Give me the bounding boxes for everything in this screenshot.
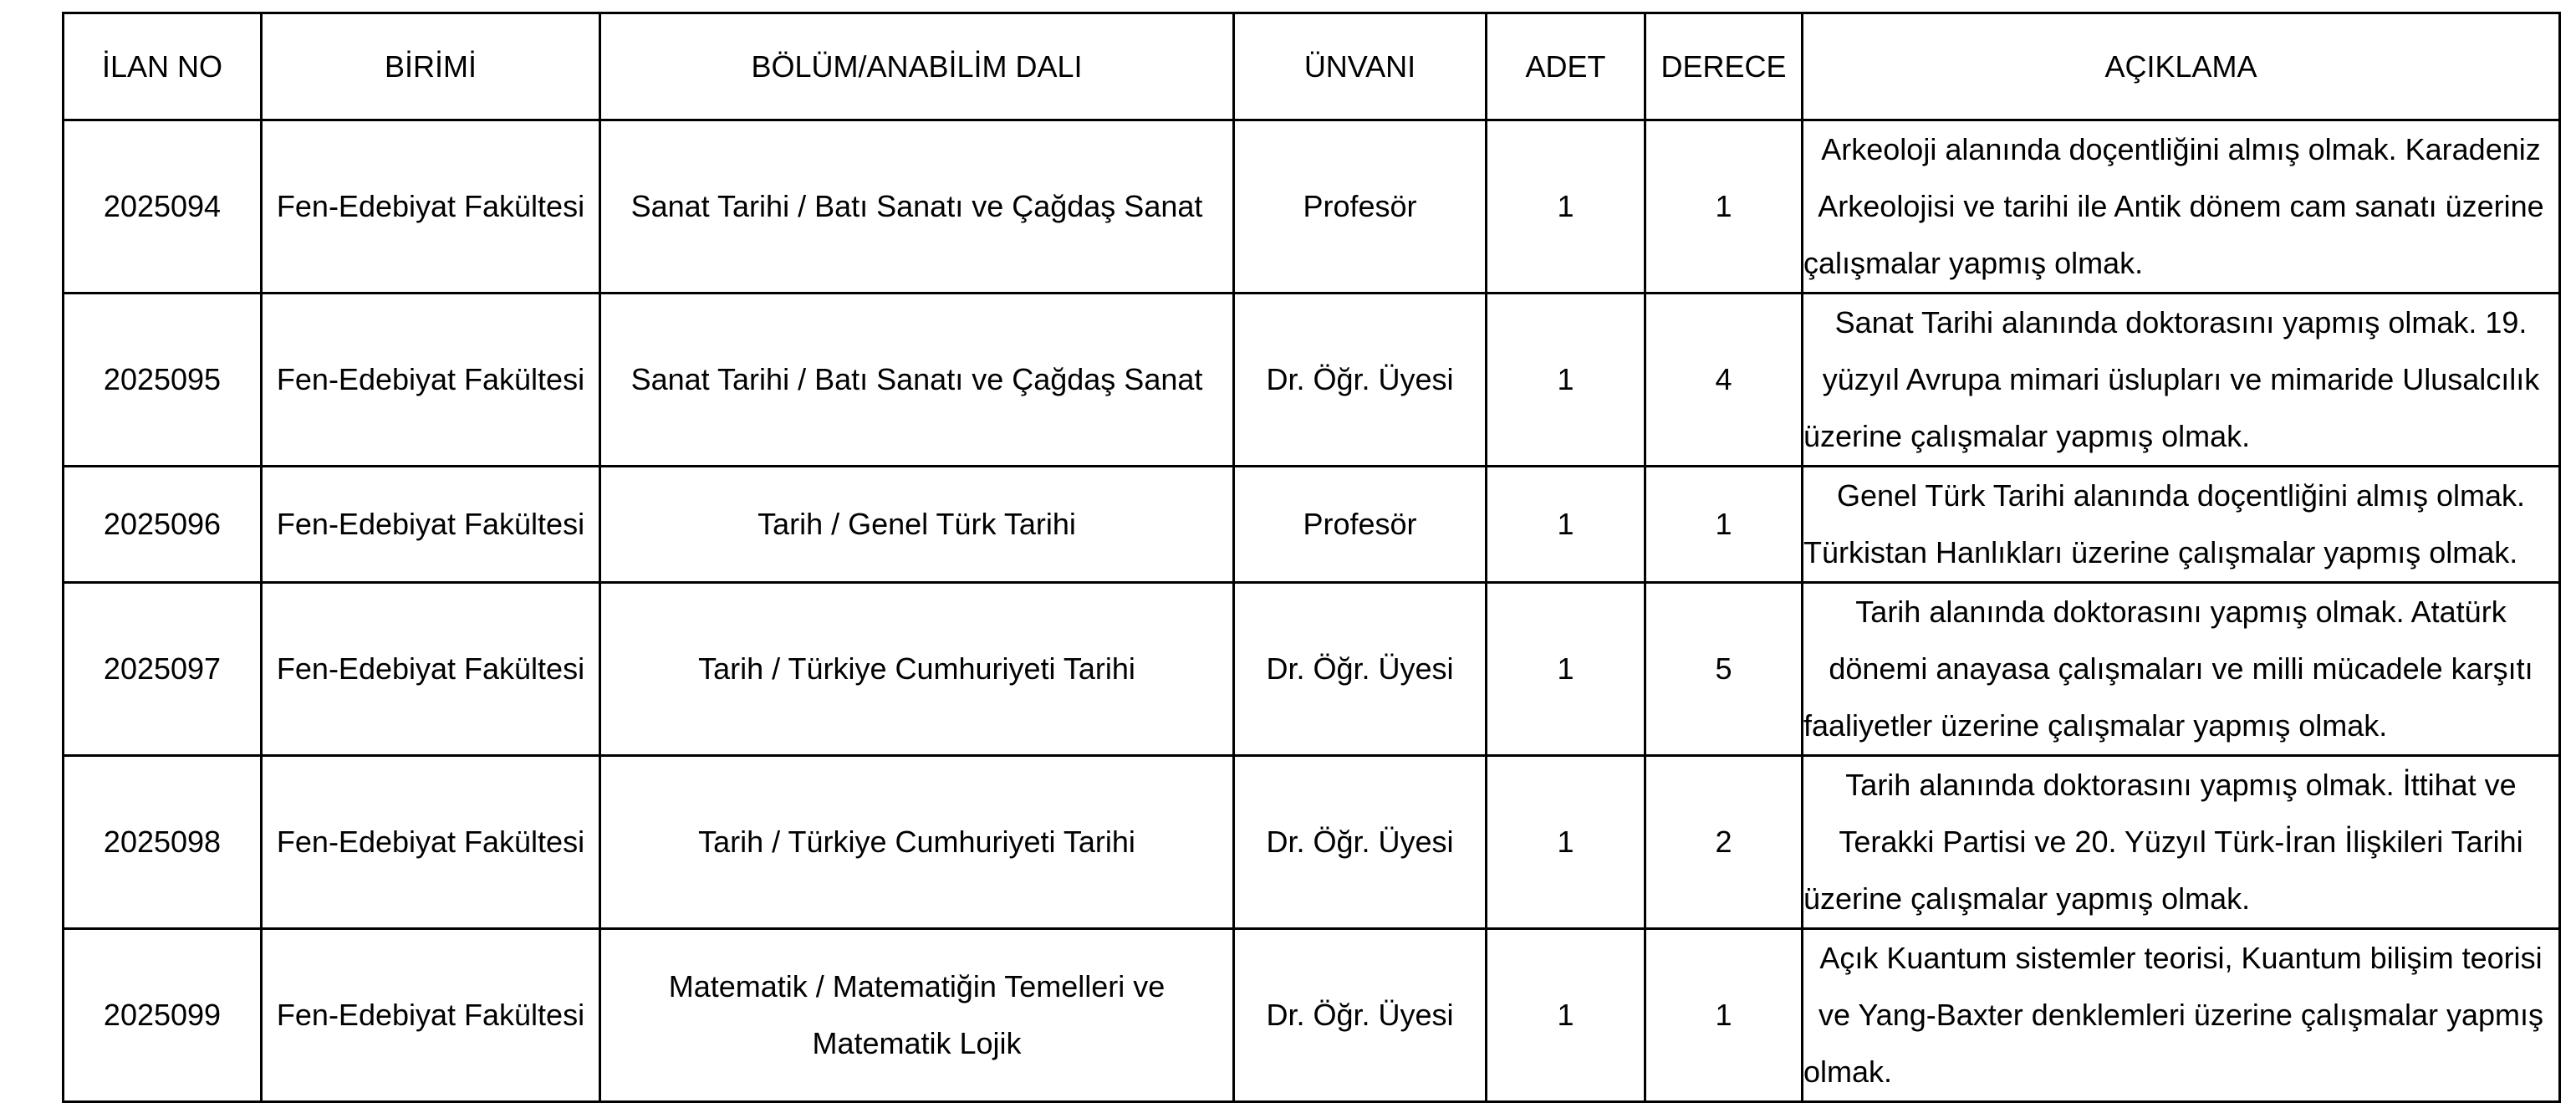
cell-ilan-no: 2025094 xyxy=(64,120,262,294)
cell-birimi: Fen-Edebiyat Fakültesi xyxy=(262,756,600,929)
cell-bolum: Tarih / Türkiye Cumhuriyeti Tarihi xyxy=(600,756,1234,929)
header-adet: ADET xyxy=(1487,13,1645,120)
cell-bolum: Sanat Tarihi / Batı Sanatı ve Çağdaş Sanat xyxy=(600,294,1234,467)
table-row xyxy=(64,120,2560,294)
cell-aciklama: Açık Kuantum sistemler teorisi, Kuantum bilişim teorisi ve Yang-Baxter denklemleri üzerine çalışmalar yapmış olmak. xyxy=(1803,929,2560,1102)
cell-ilan-no: 2025096 xyxy=(64,467,262,583)
table-row xyxy=(64,294,2560,467)
cell-ilan-no: 2025098 xyxy=(64,756,262,929)
cell-bolum: Tarih / Genel Türk Tarihi xyxy=(600,467,1234,583)
table-header-row xyxy=(64,13,2560,120)
cell-bolum: Tarih / Türkiye Cumhuriyeti Tarihi xyxy=(600,583,1234,756)
cell-birimi: Fen-Edebiyat Fakültesi xyxy=(262,120,600,294)
cell-bolum: Matematik / Matematiğin Temelleri ve Matematik Lojik xyxy=(600,929,1234,1102)
cell-aciklama: Genel Türk Tarihi alanında doçentliğini almış olmak. Türkistan Hanlıkları üzerine çalışmalar yapmış olmak. xyxy=(1803,467,2560,583)
cell-unvani: Dr. Öğr. Üyesi xyxy=(1234,929,1487,1102)
cell-bolum: Sanat Tarihi / Batı Sanatı ve Çağdaş Sanat xyxy=(600,120,1234,294)
cell-unvani: Profesör xyxy=(1234,120,1487,294)
cell-birimi: Fen-Edebiyat Fakültesi xyxy=(262,583,600,756)
ilan-table xyxy=(62,12,2561,1103)
cell-birimi: Fen-Edebiyat Fakültesi xyxy=(262,294,600,467)
cell-unvani: Profesör xyxy=(1234,467,1487,583)
cell-ilan-no: 2025097 xyxy=(64,583,262,756)
cell-aciklama: Tarih alanında doktorasını yapmış olmak. Atatürk dönemi anayasa çalışmaları ve milli mücadele karşıtı faaliyetler üzerine çalışmalar yapmış olmak. xyxy=(1803,583,2560,756)
cell-derece: 1 xyxy=(1645,120,1803,294)
cell-derece: 5 xyxy=(1645,583,1803,756)
table-row xyxy=(64,583,2560,756)
header-birimi: BİRİMİ xyxy=(262,13,600,120)
table-row xyxy=(64,929,2560,1102)
header-derece: DERECE xyxy=(1645,13,1803,120)
cell-aciklama: Sanat Tarihi alanında doktorasını yapmış olmak. 19. yüzyıl Avrupa mimari üslupları ve mimaride Ulusalcılık üzerine çalışmalar yapmış olmak. xyxy=(1803,294,2560,467)
cell-unvani: Dr. Öğr. Üyesi xyxy=(1234,756,1487,929)
header-aciklama: AÇIKLAMA xyxy=(1803,13,2560,120)
table-row xyxy=(64,467,2560,583)
cell-ilan-no: 2025095 xyxy=(64,294,262,467)
header-ilan-no: İLAN NO xyxy=(64,13,262,120)
cell-birimi: Fen-Edebiyat Fakültesi xyxy=(262,467,600,583)
cell-adet: 1 xyxy=(1487,756,1645,929)
cell-unvani: Dr. Öğr. Üyesi xyxy=(1234,294,1487,467)
cell-aciklama: Tarih alanında doktorasını yapmış olmak. İttihat ve Terakki Partisi ve 20. Yüzyıl Türk-İran İlişkileri Tarihi üzerine çalışmalar yapmış olmak. xyxy=(1803,756,2560,929)
cell-derece: 2 xyxy=(1645,756,1803,929)
cell-adet: 1 xyxy=(1487,929,1645,1102)
cell-unvani: Dr. Öğr. Üyesi xyxy=(1234,583,1487,756)
cell-adet: 1 xyxy=(1487,467,1645,583)
table-row xyxy=(64,756,2560,929)
cell-derece: 1 xyxy=(1645,929,1803,1102)
cell-adet: 1 xyxy=(1487,583,1645,756)
cell-ilan-no: 2025099 xyxy=(64,929,262,1102)
cell-derece: 1 xyxy=(1645,467,1803,583)
cell-aciklama: Arkeoloji alanında doçentliğini almış olmak. Karadeniz Arkeolojisi ve tarihi ile Antik dönem cam sanatı üzerine çalışmalar yapmış olmak. xyxy=(1803,120,2560,294)
cell-birimi: Fen-Edebiyat Fakültesi xyxy=(262,929,600,1102)
cell-derece: 4 xyxy=(1645,294,1803,467)
cell-adet: 1 xyxy=(1487,120,1645,294)
cell-adet: 1 xyxy=(1487,294,1645,467)
header-bolum: BÖLÜM/ANABİLİM DALI xyxy=(600,13,1234,120)
header-unvani: ÜNVANI xyxy=(1234,13,1487,120)
